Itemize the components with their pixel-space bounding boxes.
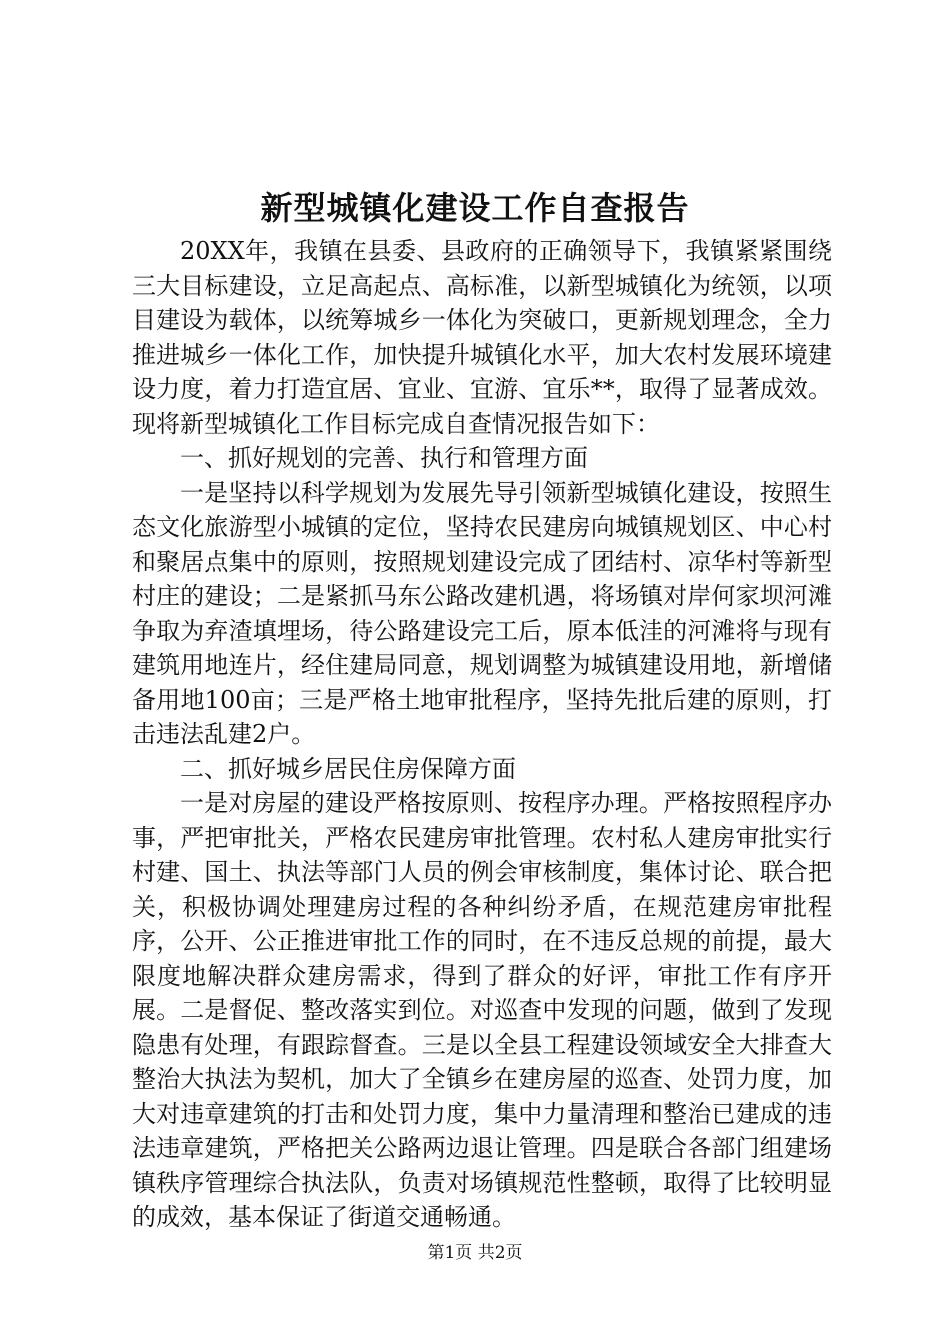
section-heading-planning: 一、抓好规划的完善、执行和管理方面 [180, 444, 588, 472]
paragraph-planning: 一是坚持以科学规划为发展先导引领新型城镇化建设，按照生态文化旅游型小城镇的定位，坚持农民建房向城镇规划区、中心村和聚居点集中的原则，按照规划建设完成了团结村、凉华村等新型村庄的建设；二是紧抓马东公路改建机遇，将场镇对岸何家坝河滩争取为弃渣填埋场，待公路建设完工后，原本低洼的河滩将与现有建筑用地连片，经住建局同意，规划调整为城镇建设用地，新增储备用地100亩；三是严格土地审批程序，坚持先批后建的原则，打击违法乱建2户。 [132, 478, 832, 748]
paragraph-intro: 20XX年，我镇在县委、县政府的正确领导下，我镇紧紧围绕三大目标建设，立足高起点、高标准，以新型城镇化为统领，以项目建设为载体，以统筹城乡一体化为突破口，更新规划理念，全力推进城乡一体化工作，加快提升城镇化水平，加大农村发展环境建设力度，着力打造宜居、宜业、宜游、宜乐**，取得了显著成效。现将新型城镇化工作目标完成自查情况报告如下： [132, 237, 832, 438]
section-heading-housing: 二、抓好城乡居民住房保障方面 [180, 754, 516, 783]
document-body [132, 234, 832, 1235]
document-title: 新型城镇化建设工作自查报告 [260, 189, 690, 227]
page-number-footer: 第1页 共2页 [427, 1243, 523, 1263]
paragraph-housing: 一是对房屋的建设严格按原则、按程序办理。严格按照程序办事，严把审批关，严格农民建房审批管理。农村私人建房审批实行村建、国土、执法等部门人员的例会审核制度，集体讨论、联合把关，积极协调处理建房过程的各种纠纷矛盾，在规范建房审批程序，公开、公正推进审批工作的同时，在不违反总规的前提，最大限度地解决群众建房需求，得到了群众的好评，审批工作有序开展。二是督促、整改落实到位。对巡查中发现的问题，做到了发现隐患有处理，有跟踪督查。三是以全县工程建设领域安全大排查大整治大执法为契机，加大了全镇乡在建房屋的巡查、处罚力度，加大对违章建筑的打击和处罚力度，集中力量清理和整治已建成的违法违章建筑，严格把关公路两边退让管理。四是联合各部门组建场镇秩序管理综合执法队，负责对场镇规范性整顿，取得了比较明显的成效，基本保证了街道交通畅通。 [132, 789, 832, 1231]
